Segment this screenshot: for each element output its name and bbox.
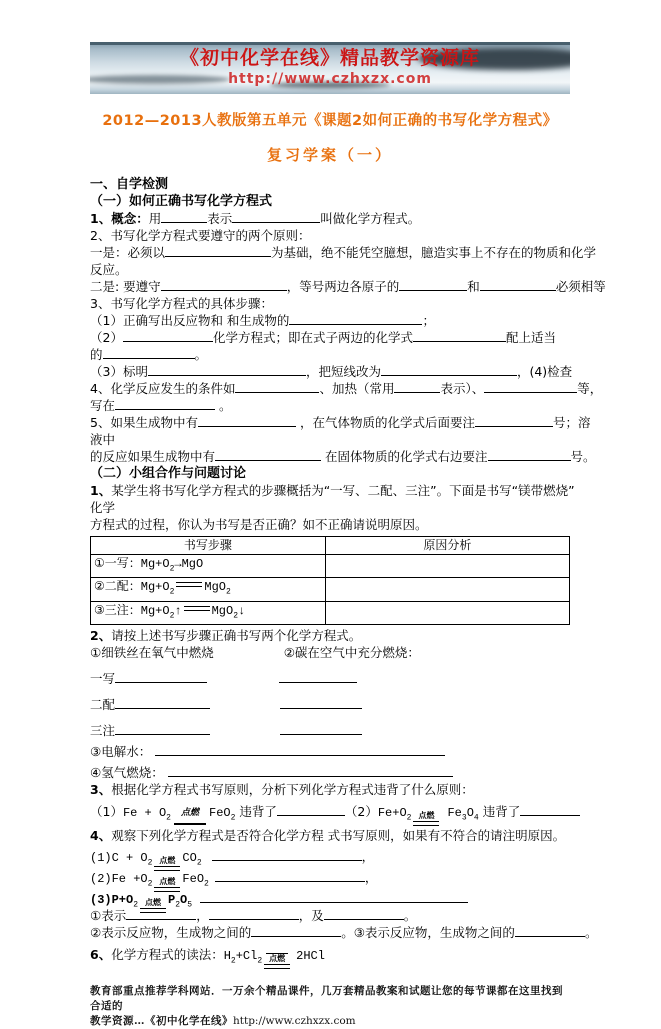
text-segment: （1） xyxy=(90,804,123,820)
blank-field xyxy=(488,448,571,461)
reaction-condition xyxy=(413,811,439,826)
formula: MgO xyxy=(204,580,226,595)
doc-line xyxy=(90,227,570,244)
condition-label: 点燃 xyxy=(145,898,162,908)
doc-line xyxy=(90,482,575,499)
text-segment: 5、如果生成物中有 xyxy=(90,415,198,430)
text-segment: ③电解水： xyxy=(90,744,156,760)
text-segment: ，在气体物质的化学式后面要注 xyxy=(295,415,475,430)
text-segment: 化学方程式的读法： xyxy=(111,947,224,963)
doc-line xyxy=(90,890,570,910)
subscript: 2 xyxy=(169,611,175,621)
subscript: 2 xyxy=(169,564,175,574)
subscript: 2 xyxy=(166,813,171,823)
text-segment: ， xyxy=(361,849,375,865)
doc-line xyxy=(90,414,591,431)
formula: ↑ xyxy=(174,603,182,618)
blank-field xyxy=(115,670,207,683)
doc-line xyxy=(90,397,570,414)
banner-title: 《初中化学在线》精品教学资源库 xyxy=(179,47,480,69)
formula: MgO xyxy=(211,603,234,618)
formula: Mg+O xyxy=(140,580,170,595)
blank-field xyxy=(475,414,553,427)
subscript: 2 xyxy=(175,900,181,910)
spacer xyxy=(192,902,200,903)
subscript: 2 xyxy=(147,858,153,868)
blank-field xyxy=(165,244,271,257)
formula: ↓ xyxy=(238,603,246,618)
text-segment: ， xyxy=(364,870,378,886)
blank-field xyxy=(161,210,207,223)
text-segment: 6、 xyxy=(90,947,112,963)
doc-line xyxy=(90,278,606,295)
subscript: 2 xyxy=(169,587,175,597)
formula: Fe+O xyxy=(377,806,407,821)
text-segment: 的 xyxy=(90,347,103,362)
spacer xyxy=(202,860,212,861)
text-segment: ； xyxy=(422,313,435,328)
text-segment: 。③表示反应物，生成物之间的 xyxy=(341,925,515,941)
doc-line xyxy=(90,764,570,781)
formula: Fe xyxy=(447,806,462,821)
reaction-condition xyxy=(264,953,290,969)
document-subtitle: 复习学案（一） xyxy=(266,146,393,164)
equals-sign xyxy=(176,582,202,587)
steps-table xyxy=(90,536,570,625)
text-segment: 3、 xyxy=(90,782,112,798)
doc-line xyxy=(90,176,570,193)
condition-label: 点燃 xyxy=(159,877,176,887)
doc-line xyxy=(90,329,570,346)
blank-field xyxy=(520,803,580,816)
text-segment: 。 xyxy=(403,908,417,924)
text-segment: 化学方程式；即在式子两边的化学式 xyxy=(212,330,413,345)
formula: +Cl xyxy=(235,949,258,964)
table-row xyxy=(91,578,570,601)
blank-field xyxy=(280,696,362,709)
text-segment: ①一写： xyxy=(94,556,141,570)
text-segment: 根据化学方程式书写原则，分析下列化学方程式违背了什么原则： xyxy=(111,782,474,798)
text-segment: 叫做化学方程式。 xyxy=(320,211,421,226)
table-header-row xyxy=(91,537,570,555)
subscript: 2 xyxy=(257,956,263,966)
text-segment: 1、概念： xyxy=(90,211,149,226)
equals-sign xyxy=(413,821,439,826)
doc-line xyxy=(90,869,570,889)
condition-label: 点燃 xyxy=(266,953,288,963)
blank-field xyxy=(215,869,365,882)
text-segment: 必须相等 xyxy=(555,279,606,294)
blank-field xyxy=(484,380,577,393)
text-segment: （3）标明 xyxy=(90,364,148,379)
text-segment: 4、化学反应发生的条件如 xyxy=(90,381,236,396)
blank-field xyxy=(115,722,210,735)
text-segment: ①细铁丝在氧气中燃烧 xyxy=(90,645,214,661)
table-row xyxy=(91,555,570,578)
formula: FeO xyxy=(209,806,231,821)
subscript: 4 xyxy=(473,813,479,823)
doc-line xyxy=(90,798,570,827)
text-segment: （一）如何正确书写化学方程式 xyxy=(90,194,273,209)
doc-line xyxy=(90,924,598,941)
doc-line xyxy=(90,193,570,210)
text-segment: 号。 xyxy=(570,449,596,464)
blank-field xyxy=(168,764,453,777)
reason-cell xyxy=(325,578,569,601)
doc-line xyxy=(90,627,570,644)
doc-line xyxy=(90,465,570,482)
blank-field xyxy=(515,924,585,937)
text-segment: 请按上述书写步骤正确书写两个化学方程式。 xyxy=(111,628,362,644)
blank-field xyxy=(232,210,320,223)
text-segment: ，等号两边各原子的 xyxy=(286,279,400,294)
formula: Mg+O xyxy=(140,603,170,618)
footer-url: http://www.czhxzx.com xyxy=(233,1015,356,1028)
doc-line xyxy=(90,499,570,516)
text-segment: 违背了 xyxy=(478,804,521,820)
text-segment: 表示 xyxy=(207,211,233,226)
blank-field xyxy=(115,696,210,709)
text-segment: ，把短线改为 xyxy=(305,364,381,379)
text-segment: 为基础，绝不能凭空臆想，臆造实事上不存在的物质和化学 xyxy=(271,245,597,260)
condition-label: 点燃 xyxy=(159,856,176,866)
formula: (2)Fe +O xyxy=(90,872,148,887)
step-cell xyxy=(91,555,326,578)
doc-line xyxy=(90,363,573,380)
doc-line xyxy=(90,431,570,448)
blank-field xyxy=(279,670,357,683)
text-segment: 观察下列化学方程式是否符合化学方程 式书写原则，如果有不符合的请注明原因。 xyxy=(111,828,566,844)
reason-cell xyxy=(325,601,569,624)
step-cell xyxy=(91,601,326,624)
formula: 2HCl xyxy=(296,949,325,964)
doc-line xyxy=(90,312,570,329)
formula: Mg+O xyxy=(140,557,170,571)
section-self-check xyxy=(90,176,606,533)
text-segment: 二是: 要遵守 xyxy=(90,279,161,294)
text-segment: 反应。 xyxy=(90,262,128,277)
blank-field xyxy=(394,380,440,393)
text-segment: ，及 xyxy=(298,908,324,924)
formula: Fe + O xyxy=(122,806,167,821)
text-segment: ③三注： xyxy=(94,602,141,617)
text-segment: ④氢气燃烧： xyxy=(90,765,168,781)
doc-line xyxy=(90,448,596,465)
doc-line xyxy=(90,210,570,227)
doc-line xyxy=(90,670,570,687)
condition-label: 点燃 xyxy=(418,811,435,821)
blank-field xyxy=(399,278,467,291)
doc-line xyxy=(90,295,570,312)
text-segment: 三注 xyxy=(90,723,116,739)
text-segment: 违背了 xyxy=(235,804,277,820)
page-footer xyxy=(90,984,570,1029)
text-segment: ，(4)检查 xyxy=(516,364,573,379)
table-row xyxy=(91,601,570,624)
col-header-steps: 书写步骤 xyxy=(91,537,326,555)
text-segment: ， xyxy=(196,908,209,924)
doc-line xyxy=(90,941,570,970)
text-segment: 一是：必须以 xyxy=(90,245,166,260)
doc-line xyxy=(90,827,570,844)
blank-field xyxy=(324,907,404,920)
text-segment: 和 xyxy=(467,279,480,294)
blank-field xyxy=(155,743,445,756)
doc-line xyxy=(90,346,570,363)
text-segment: 等， xyxy=(577,381,603,396)
text-segment: 表示）、 xyxy=(440,381,485,396)
text-segment: ②表示反应物，生成物之间的 xyxy=(90,925,252,941)
blank-field xyxy=(200,890,468,903)
spacer xyxy=(210,708,280,709)
spacer xyxy=(210,734,280,735)
blank-field xyxy=(381,363,517,376)
text-segment: 的反应如果生成物中有 xyxy=(90,449,216,464)
spacer xyxy=(214,656,284,657)
footer-line1: 教育部重点推荐学科网站．一万余个精品课件，几万套精品教案和试题让您的每节课都在这里找到合适的 xyxy=(90,985,563,1013)
text-segment: 写在 xyxy=(90,398,116,413)
text-segment: ②二配： xyxy=(94,579,141,594)
subscript: 2 xyxy=(230,956,236,966)
formula: (3)P+O xyxy=(90,893,134,908)
blank-field xyxy=(215,448,321,461)
doc-line xyxy=(90,848,570,868)
equals-sign xyxy=(264,964,290,969)
footer-site-name: 教学资源…《初中化学在线》 xyxy=(90,1015,233,1028)
text-segment: 3、书写化学方程式的具体步骤： xyxy=(90,296,273,311)
text-segment: 一、自学检测 xyxy=(90,177,169,192)
blank-field xyxy=(413,329,506,342)
text-segment: ②碳在空气中充分燃烧： xyxy=(283,645,420,661)
text-segment: 二配 xyxy=(90,697,116,713)
blank-field xyxy=(126,907,196,920)
text-segment: 。 xyxy=(584,925,598,941)
blank-field xyxy=(251,924,341,937)
text-segment: 、加热（常用 xyxy=(319,381,395,396)
subscript: 2 xyxy=(230,813,236,823)
text-segment: 。 xyxy=(215,398,232,413)
blank-field xyxy=(289,312,422,325)
text-segment: 化学 xyxy=(90,500,116,515)
blank-field xyxy=(198,414,296,427)
text-segment: ①表示 xyxy=(90,908,127,924)
subscript: 2 xyxy=(204,879,209,889)
blank-field xyxy=(209,907,299,920)
doc-line xyxy=(90,244,597,261)
text-segment: 。 xyxy=(194,347,208,362)
document-body xyxy=(90,176,606,970)
blank-field xyxy=(123,329,213,342)
equals-sign xyxy=(184,606,210,611)
banner-top-strip xyxy=(90,42,570,45)
doc-line xyxy=(90,722,570,739)
subscript: 2 xyxy=(233,611,239,621)
blank-field xyxy=(148,363,306,376)
text-segment: 配上适当 xyxy=(505,330,556,345)
text-segment: 4、 xyxy=(90,828,112,844)
formula: CO xyxy=(182,851,197,866)
spacer xyxy=(207,682,279,683)
formula: O xyxy=(180,893,188,908)
doc-line xyxy=(90,516,570,533)
formula: FeO xyxy=(182,872,205,887)
doc-line xyxy=(90,907,570,924)
blank-field xyxy=(212,848,362,861)
footer-line2 xyxy=(90,1014,570,1029)
doc-line xyxy=(90,696,570,713)
text-segment: （二）小组合作与问题讨论 xyxy=(90,466,247,481)
doc-line xyxy=(90,261,570,278)
blank-field xyxy=(235,380,319,393)
blank-field xyxy=(161,278,287,291)
reason-cell xyxy=(325,555,569,578)
subscript: 2 xyxy=(133,900,139,910)
condition-label: 点燃 xyxy=(174,805,206,825)
text-segment: 在固体物质的化学式右边要注 xyxy=(321,449,488,464)
text-segment: 某学生将书写化学方程式的步骤概括为“一写、二配、三注”。下面是书写“镁带燃烧” xyxy=(111,483,575,498)
formula: O xyxy=(466,806,474,821)
subscript: 5 xyxy=(187,900,193,910)
text-segment: 方程式的过程，你认为书写是否正确？如不正确请说明原因。 xyxy=(90,517,428,532)
step-cell xyxy=(91,578,326,601)
formula: P xyxy=(168,893,176,908)
blank-field xyxy=(480,278,556,291)
document-title: 2012—2013人教版第五单元《课题2如何正确的书写化学方程式》 xyxy=(102,113,558,129)
doc-line xyxy=(90,781,570,798)
text-segment: （1）正确写出反应物和 和生成物的 xyxy=(90,313,290,328)
text-segment: 2、 xyxy=(90,628,112,644)
text-segment: 一写 xyxy=(90,671,116,687)
subscript: 2 xyxy=(226,587,231,597)
blank-field xyxy=(277,803,345,816)
doc-line xyxy=(90,743,570,760)
text-segment: （2） xyxy=(90,330,123,345)
banner-url: http://www.czhxzx.com xyxy=(228,71,432,87)
blank-field xyxy=(103,346,195,359)
subscript: 3 xyxy=(461,813,467,823)
text-segment: 2、书写化学方程式要遵守的两个原则： xyxy=(90,228,311,243)
subscript: 2 xyxy=(406,813,412,823)
doc-line xyxy=(90,644,570,661)
blank-field xyxy=(280,722,362,735)
formula: →MgO xyxy=(174,557,204,571)
subscript: 2 xyxy=(196,858,202,868)
col-header-reason: 原因分析 xyxy=(325,537,569,555)
blank-field xyxy=(115,397,215,410)
section-discussion xyxy=(90,627,598,970)
text-segment: 号；溶 xyxy=(552,415,591,430)
text-segment: 1、 xyxy=(90,483,112,498)
subscript: 2 xyxy=(147,879,153,889)
banner-image xyxy=(90,42,570,94)
text-segment: 液中 xyxy=(90,432,116,447)
formula: (1)C + O xyxy=(90,851,148,866)
doc-line xyxy=(90,380,603,397)
text-segment: （2） xyxy=(344,804,378,820)
formula: H xyxy=(223,949,231,964)
text-segment: 用 xyxy=(148,211,162,226)
